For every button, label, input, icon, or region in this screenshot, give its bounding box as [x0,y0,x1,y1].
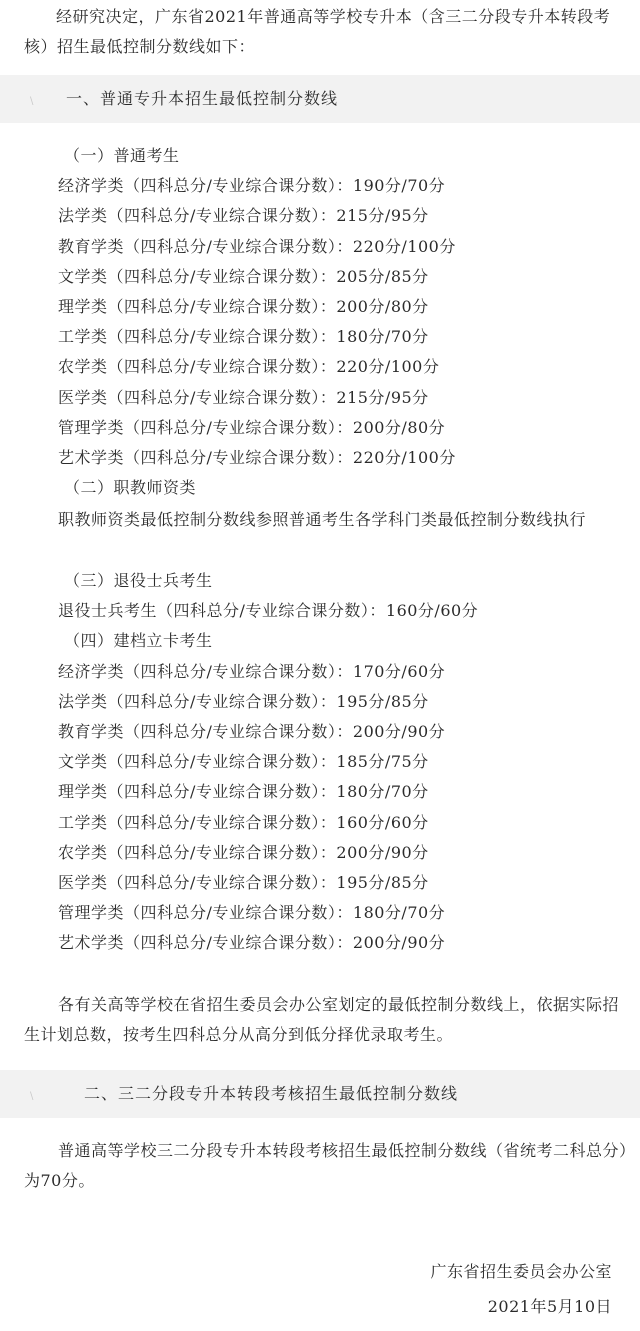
score-line: 教育学类（四科总分/专业综合课分数）：200分/90分 [58,721,446,741]
score-line: 经济学类（四科总分/专业综合课分数）：190分/70分 [58,176,446,196]
score-line: 退役士兵考生（四科总分/专业综合课分数）：160分/60分 [58,601,479,621]
group-title-general: （一）普通考生 [64,146,180,165]
score-line: 文学类（四科总分/专业综合课分数）：185分/75分 [58,752,429,772]
score-line: 文学类（四科总分/专业综合课分数）：205分/85分 [58,266,429,286]
score-line: 艺术学类（四科总分/专业综合课分数）：200分/90分 [58,933,446,953]
bullet-mark: \ [30,96,34,107]
intro-paragraph: 经研究决定，广东省2021年普通高等学校专升本（含三二分段专升本转段考核）招生最低控制分数线如下： [24,7,611,56]
score-line: 农学类（四科总分/专业综合课分数）：220分/100分 [58,357,440,377]
score-line: 艺术学类（四科总分/专业综合课分数）：220分/100分 [58,447,456,467]
score-line: 农学类（四科总分/专业综合课分数）：200分/90分 [58,842,429,862]
section-title-1: 一、普通专升本招生最低控制分数线 [66,89,339,108]
score-line: 管理学类（四科总分/专业综合课分数）：180分/70分 [58,903,446,923]
score-line: 工学类（四科总分/专业综合课分数）：180分/70分 [58,327,429,347]
group-title-registered-poor: （四）建档立卡考生 [64,631,213,651]
section-heading-2 [0,1070,640,1118]
score-line: 法学类（四科总分/专业综合课分数）：195分/85分 [58,691,429,711]
score-line: 法学类（四科总分/专业综合课分数）：215分/95分 [58,206,429,226]
group-title-veterans: （三）退役士兵考生 [64,571,213,590]
score-line: 理学类（四科总分/专业综合课分数）：180分/70分 [58,782,429,802]
admission-note: 各有关高等学校在省招生委员会办公室划定的最低控制分数线上，依据实际招生计划总数，按考生四科总分从高分到低分择优录取考生。 [24,995,620,1044]
transfer-score-paragraph: 普通高等学校三二分段专升本转段考核招生最低控制分数线（省统考二科总分）为70分。 [24,1141,628,1190]
score-line: 理学类（四科总分/专业综合课分数）：200分/80分 [58,296,429,316]
section-title-2: 二、三二分段专升本转段考核招生最低控制分数线 [84,1084,459,1103]
special-candidates-block [58,566,638,958]
vocational-teachers-note: 职教师资类最低控制分数线参照普通考生各学科门类最低控制分数线执行 [58,510,587,529]
score-line: 医学类（四科总分/专业综合课分数）：195分/85分 [58,872,429,892]
group-title-vocational-teachers: （二）职教师资类 [64,478,197,498]
score-line: 医学类（四科总分/专业综合课分数）：215分/95分 [58,387,429,407]
issue-date: 2021年5月10日 [487,1297,612,1316]
score-line: 教育学类（四科总分/专业综合课分数）：220分/100分 [58,236,456,256]
section-heading-1 [0,75,640,123]
score-line: 经济学类（四科总分/专业综合课分数）：170分/60分 [58,661,446,681]
score-line: 管理学类（四科总分/专业综合课分数）：200分/80分 [58,417,446,437]
general-candidates-block [58,141,638,503]
bullet-mark: \ [30,1091,34,1102]
issuing-office: 广东省招生委员会办公室 [430,1262,612,1281]
score-line: 工学类（四科总分/专业综合课分数）：160分/60分 [58,812,429,832]
